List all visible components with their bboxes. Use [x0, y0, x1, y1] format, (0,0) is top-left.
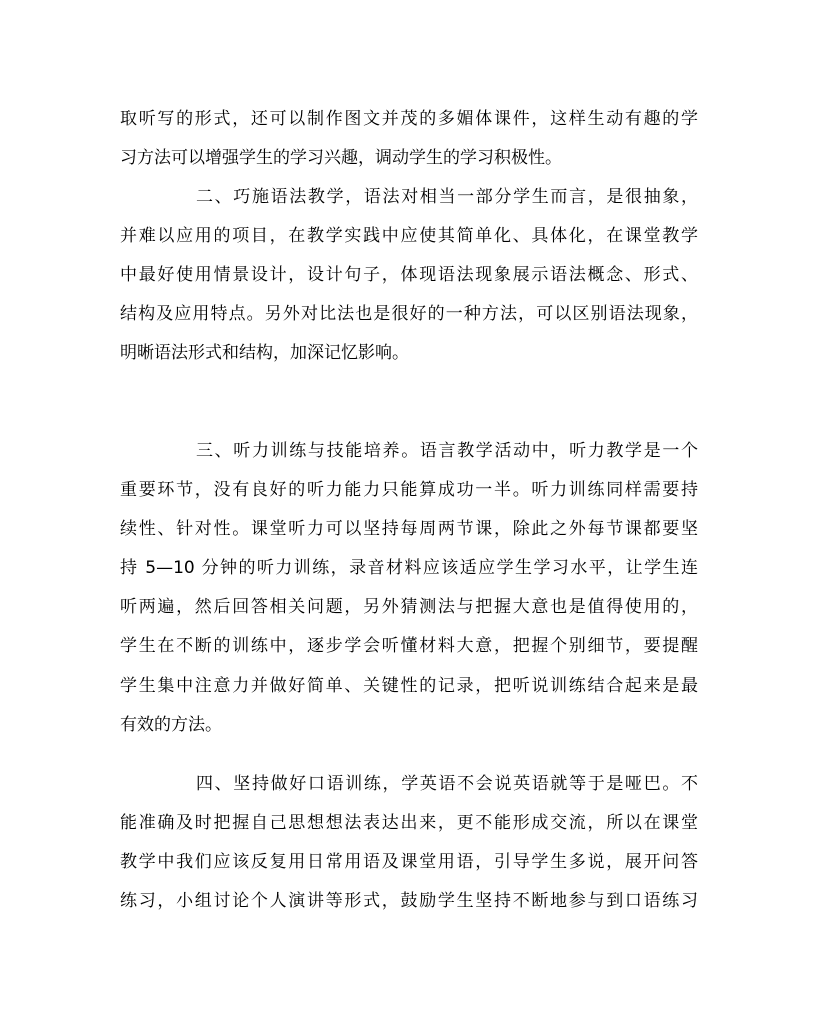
- paragraph-listening-training: [120, 432, 698, 745]
- text-line: 续性、针对性。课堂听力可以坚持每周两节课，除此之外每节课都要坚: [120, 519, 698, 540]
- text-line: 持 5—10 分钟的听力训练，录音材料应该适应学生学习水平，让学生连: [120, 558, 698, 579]
- text-line: 中最好使用情景设计，设计句子，体现语法现象展示语法概念、形式、: [120, 265, 698, 286]
- text-line: 教学中我们应该反复用日常用语及课堂用语，引导学生多说，展开问答: [120, 852, 698, 873]
- paragraph-oral-training: [120, 765, 698, 921]
- text-line: 听两遍，然后回答相关问题，另外猜测法与把握大意也是值得使用的，: [120, 597, 698, 618]
- text-line: 结构及应用特点。另外对比法也是很好的一种方法，可以区别语法现象，: [120, 304, 698, 325]
- text-line: 有效的方法。: [120, 714, 222, 735]
- text-line: 学生在不断的训练中，逐步学会听懂材料大意，把握个别细节，要提醒: [120, 636, 698, 657]
- text-line: 习方法可以增强学生的学习兴趣，调动学生的学习积极性。: [120, 148, 562, 169]
- text-line: 练习，小组讨论个人演讲等形式，鼓励学生坚持不断地参与到口语练习: [120, 891, 698, 912]
- text-line: 并难以应用的项目，在教学实践中应使其简单化、具体化，在课堂教学: [120, 226, 698, 247]
- paragraph-continuation: [120, 100, 698, 178]
- text-line: 三、听力训练与技能培养。语言教学活动中，听力教学是一个: [196, 441, 698, 461]
- paragraph-grammar-teaching: [120, 178, 698, 373]
- text-line: 明晰语法形式和结构，加深记忆影响。: [120, 343, 409, 364]
- text-line: 取听写的形式，还可以制作图文并茂的多媚体课件，这样生动有趣的学: [120, 109, 698, 129]
- text-line: 四、坚持做好口语训练，学英语不会说英语就等于是哑巴。不: [196, 774, 698, 794]
- text-line: 重要环节，没有良好的听力能力只能算成功一半。听力训练同样需要持: [120, 480, 698, 501]
- text-line: 学生集中注意力并做好简单、关键性的记录，把听说训练结合起来是最: [120, 675, 698, 696]
- text-line: 二、巧施语法教学，语法对相当一部分学生而言，是很抽象，: [196, 187, 698, 207]
- text-line: 能准确及时把握自己思想想法表达出来，更不能形成交流，所以在课堂: [120, 813, 698, 834]
